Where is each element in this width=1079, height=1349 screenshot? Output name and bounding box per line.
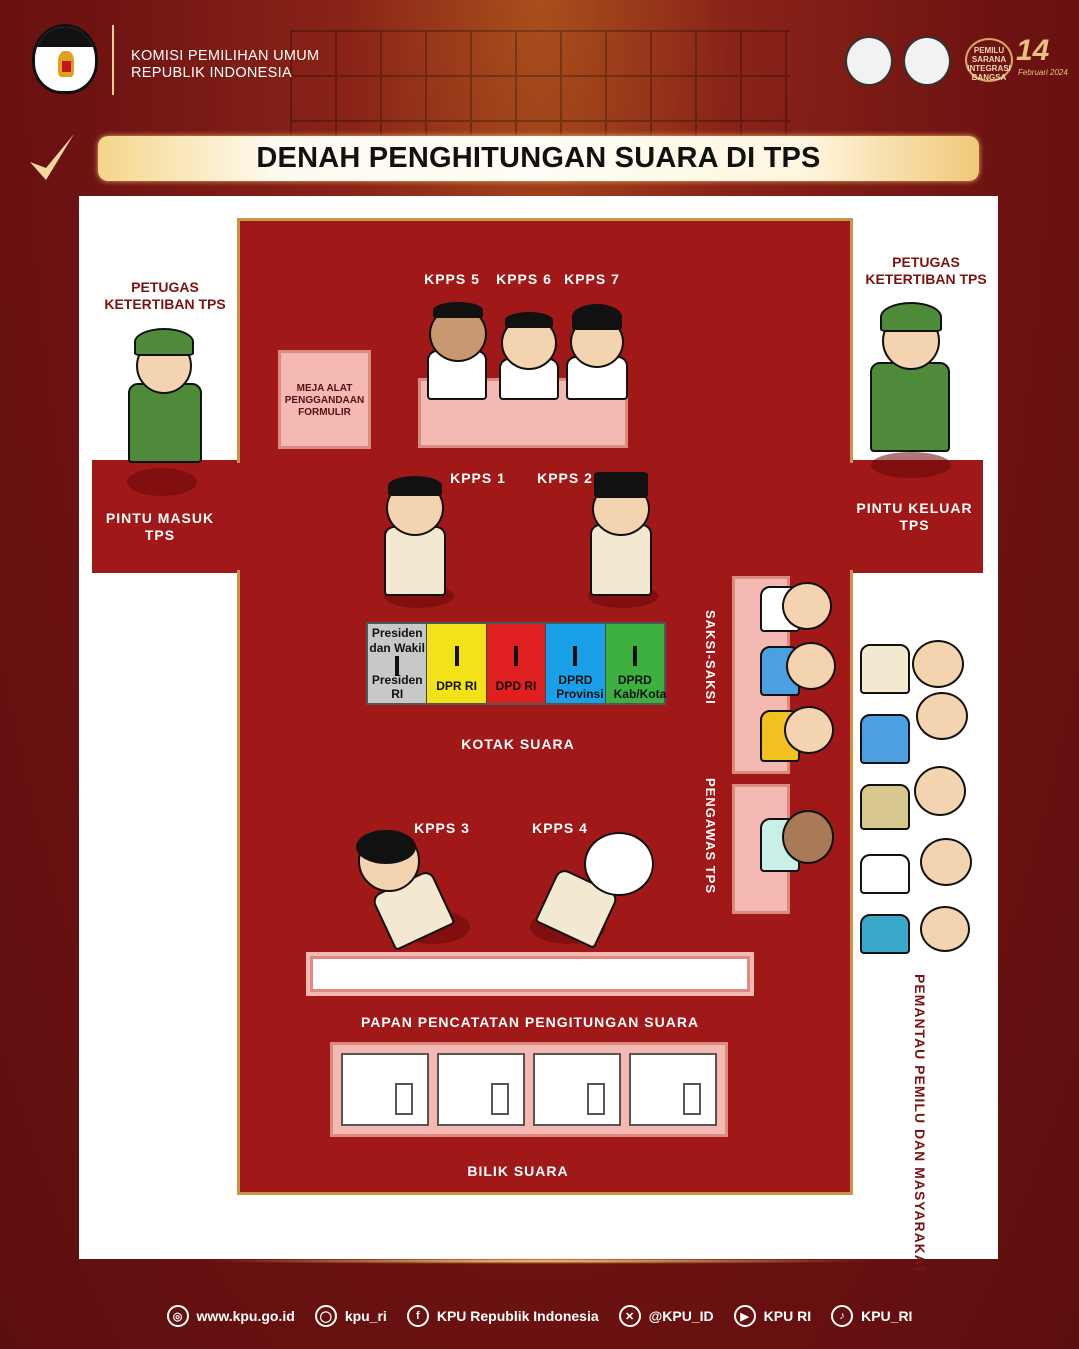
panel-glow [200,1258,879,1264]
facebook-icon: f [407,1305,429,1327]
page-title: DENAH PENGHITUNGAN SUARA DI TPS [256,142,821,174]
instagram-icon: ◯ [315,1305,337,1327]
date-number: 14 [1016,34,1050,67]
bilik-label: BILIK SUARA [467,1163,569,1179]
kpps5-label: KPPS 5 [424,271,480,287]
pemilu-badge: PEMILU SARANA INTEGRASI BANGSA [965,38,1013,82]
pintu-keluar-label: PINTU KELUAR TPS [856,500,973,533]
title-bar [98,136,979,181]
ballot-box-presiden: Presiden dan Wakil Presiden RI [368,624,427,703]
org-line1: KOMISI PEMILIHAN UMUM [131,48,320,64]
papan-label: PAPAN PENCATATAN PENGITUNGAN SUARA [360,1014,700,1030]
tiktok-icon: ♪ [831,1305,853,1327]
voting-booth [341,1053,429,1126]
footer-website[interactable]: ◎ www.kpu.go.id [167,1305,295,1327]
ballot-box-dprd-provinsi: DPRD Provinsi [546,624,605,703]
petugas-left-label: PETUGAS KETERTIBAN TPS [104,279,226,312]
date-sub: Februari 2024 [1018,68,1068,77]
footer-x[interactable]: ✕ @KPU_ID [619,1305,714,1327]
footer-tiktok[interactable]: ♪ KPU_RI [831,1305,912,1327]
ballot-box-dpd: DPD RI [487,624,546,703]
kpps2-label: KPPS 2 [537,470,593,486]
org-line2: REPUBLIK INDONESIA [131,65,292,81]
footer-social [0,1300,1079,1332]
papan-board [306,952,754,996]
pengawas-label: PENGAWAS TPS [703,778,718,895]
meja-alat-label: MEJA ALAT PENGGANDAAN FORMULIR [284,383,365,418]
globe-icon: ◎ [167,1305,189,1327]
voting-booth [437,1053,525,1126]
mascot-icon [903,36,951,86]
bilik-suara-booths [330,1042,728,1137]
kotak-suara-label: KOTAK SUARA [461,736,575,752]
kpps4-label: KPPS 4 [532,820,588,836]
saksi-label: SAKSI-SAKSI [703,610,718,705]
kpu-logo [32,24,98,94]
meja-alat-table [278,350,371,449]
checkmark-icon [28,130,76,185]
footer-youtube[interactable]: ▶ KPU RI [734,1305,811,1327]
kpps1-label: KPPS 1 [450,470,506,486]
kpps7-label: KPPS 7 [564,271,620,287]
voting-booth [533,1053,621,1126]
ballot-box-dpr: DPR RI [427,624,486,703]
org-name [131,48,319,82]
kpps3-label: KPPS 3 [414,820,470,836]
petugas-right-label: PETUGAS KETERTIBAN TPS [865,254,987,287]
footer-instagram[interactable]: ◯ kpu_ri [315,1305,387,1327]
pintu-masuk-label: PINTU MASUK TPS [105,510,215,543]
kpps6-label: KPPS 6 [496,271,552,287]
youtube-icon: ▶ [734,1305,756,1327]
mascot-icon [845,36,893,86]
x-icon: ✕ [619,1305,641,1327]
voting-booth [629,1053,717,1126]
ballot-boxes [366,622,666,705]
pemantau-label: PEMANTAU PEMILU DAN MASYARAKAT [912,974,928,1275]
background-grid-decoration [290,30,790,135]
ballot-box-dprd-kabkota: DPRD Kab/Kota [606,624,664,703]
header-divider [112,25,114,95]
footer-facebook[interactable]: f KPU Republik Indonesia [407,1305,599,1327]
